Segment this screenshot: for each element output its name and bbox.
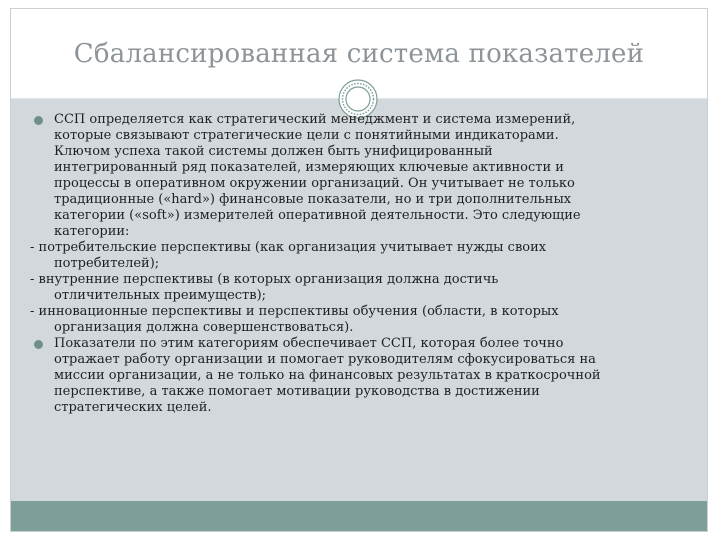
footer-band	[11, 501, 707, 531]
text-line: - внутренние перспективы (в которых организация должна достичь	[30, 272, 499, 287]
text-line: отличительных преимуществ);	[54, 288, 267, 303]
text-line: Ключом успеха такой системы должен быть унифицированный	[54, 144, 493, 159]
text-line: организация должна совершенствоваться).	[54, 320, 354, 335]
text-line: - инновационные перспективы и перспективы обучения (области, в которых	[30, 304, 559, 319]
text-line: категории:	[54, 224, 130, 239]
text-line: интегрированный ряд показателей, измеряющих ключевые активности и	[54, 160, 564, 175]
text-line: перспективе, а также помогает мотивации руководства в достижении	[54, 384, 540, 399]
text-line: которые связывают стратегические цели с понятийными индикаторами.	[54, 128, 559, 143]
text-line: потребителей);	[54, 256, 160, 271]
text-line: - потребительские перспективы (как организация учитывает нужды своих	[30, 240, 547, 255]
text-line: процессы в оперативном окружении организаций. Он учитывает не только	[54, 176, 575, 191]
text-line: отражает работу организации и помогает руководителям сфокусироваться на	[54, 352, 596, 367]
text-line: стратегических целей.	[54, 400, 212, 415]
dash-paragraph	[30, 240, 690, 272]
text-line: ССП определяется как стратегический менеджмент и система измерений,	[54, 112, 576, 127]
dash-paragraph	[30, 304, 690, 336]
text-line: категории («soft») измерителей оперативной деятельности. Это следующие	[54, 208, 581, 223]
text-line: Показатели по этим категориям обеспечивает ССП, которая более точно	[54, 336, 564, 351]
dash-paragraph	[30, 272, 690, 304]
slide-title: Сбалансированная система показателей	[73, 39, 645, 69]
text-line: миссии организации, а не только на финансовых результатах в краткосрочной	[54, 368, 601, 383]
body-text	[30, 112, 690, 416]
text-line: традиционные («hard») финансовые показатели, но и три дополнительных	[54, 192, 572, 207]
bullet-paragraph	[30, 112, 690, 240]
bullet-paragraph	[30, 336, 690, 416]
